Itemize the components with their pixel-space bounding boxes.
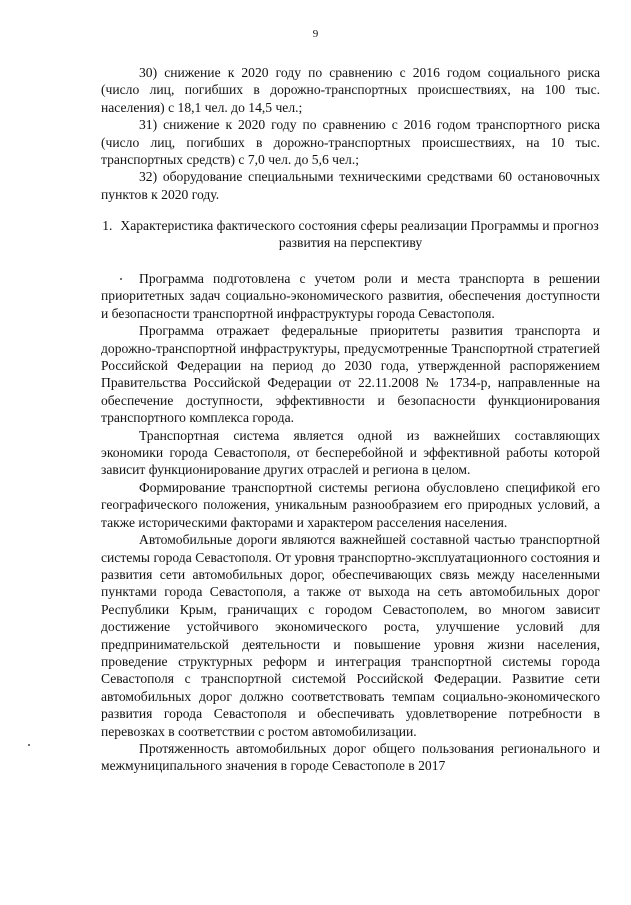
paragraph: Автомобильные дороги являются важнейшей составной частью транспортной системы города Севастополя. От уровня транспортно-эксплуатационного состояния и развития сети автомобильных дорог, обеспечивающих связь между населенными пунктами города Севастополя, а также от выхода на сеть автомобильных дорог Республики Крым, граничащих с городом Севастополем, во многом зависит достижение устойчивого экономического роста, улучшение условий для предпринимательской деятельности и повышение уровня жизни населения, проведение структурных реформ и интеграция транспортной системы города Севастополя с транспортной системой Российской Федерации. Развитие сети автомобильных дорог должно соответствовать темпам социально-экономического развития города Севастополя и обеспечивать удовлетворение потребности в перевозках в соответствии с ростом автомобилизации. bbox=[101, 532, 600, 739]
target-indicator-list bbox=[101, 64, 600, 203]
section-heading bbox=[101, 217, 600, 252]
section-body bbox=[101, 270, 600, 775]
paragraph: Программа отражает федеральные приоритеты развития транспорта и дорожно-транспортной инфраструктуры, предусмотренные Транспортной стратегией Российской Федерации на период до 2030 года, утвержденной распоряжением Правительства Российской Федерации от 22.11.2008 № 1734-р, направленные на обеспечение доступности, эффективности и безопасности функционирования транспортного комплекса города. bbox=[101, 323, 600, 426]
list-item: 30) снижение к 2020 году по сравнению с 2016 годом социального риска (число лиц, погибших в дорожно-транспортных происшествиях, на 100 тыс. населения) с 18,1 чел. до 14,5 чел.; bbox=[101, 65, 600, 115]
paragraph: Транспортная система является одной из важнейших составляющих экономики города Севастополя, от бесперебойной и эффективной работы которой зависит функционирование других отраслей и региона в целом. bbox=[101, 427, 600, 478]
section-title: Характеристика фактического состояния сферы реализации Программы и прогноз развития на перспективу bbox=[120, 218, 599, 251]
paragraph: Программа подготовлена с учетом роли и места транспорта в решении приоритетных задач социально-экономического развития, обеспечения доступности и безопасности транспортной инфраструктуры города Севастополя. bbox=[101, 271, 600, 321]
section-number: 1. bbox=[102, 218, 113, 233]
page-number: 9 bbox=[312, 28, 319, 40]
paragraph: Протяженность автомобильных дорог общего пользования регионального и межмуниципального значения в городе Севастополе в 2017 bbox=[101, 740, 600, 774]
list-item: 32) оборудование специальными техническими средствами 60 остановочных пунктов к 2020 году. bbox=[101, 169, 600, 202]
paragraph: Формирование транспортной системы региона обусловлено спецификой его географического положения, уникальным разнообразием его природных условий, а также историческими факторами и характером расселения населения. bbox=[101, 479, 600, 530]
scan-speck bbox=[28, 744, 30, 746]
scan-speck bbox=[120, 278, 122, 280]
list-item: 31) снижение к 2020 году по сравнению с 2016 годом транспортного риска (число лиц, погибших в дорожно-транспортных происшествиях, на 10 тыс. транспортных средств) с 7,0 чел. до 5,6 чел.; bbox=[101, 117, 600, 168]
